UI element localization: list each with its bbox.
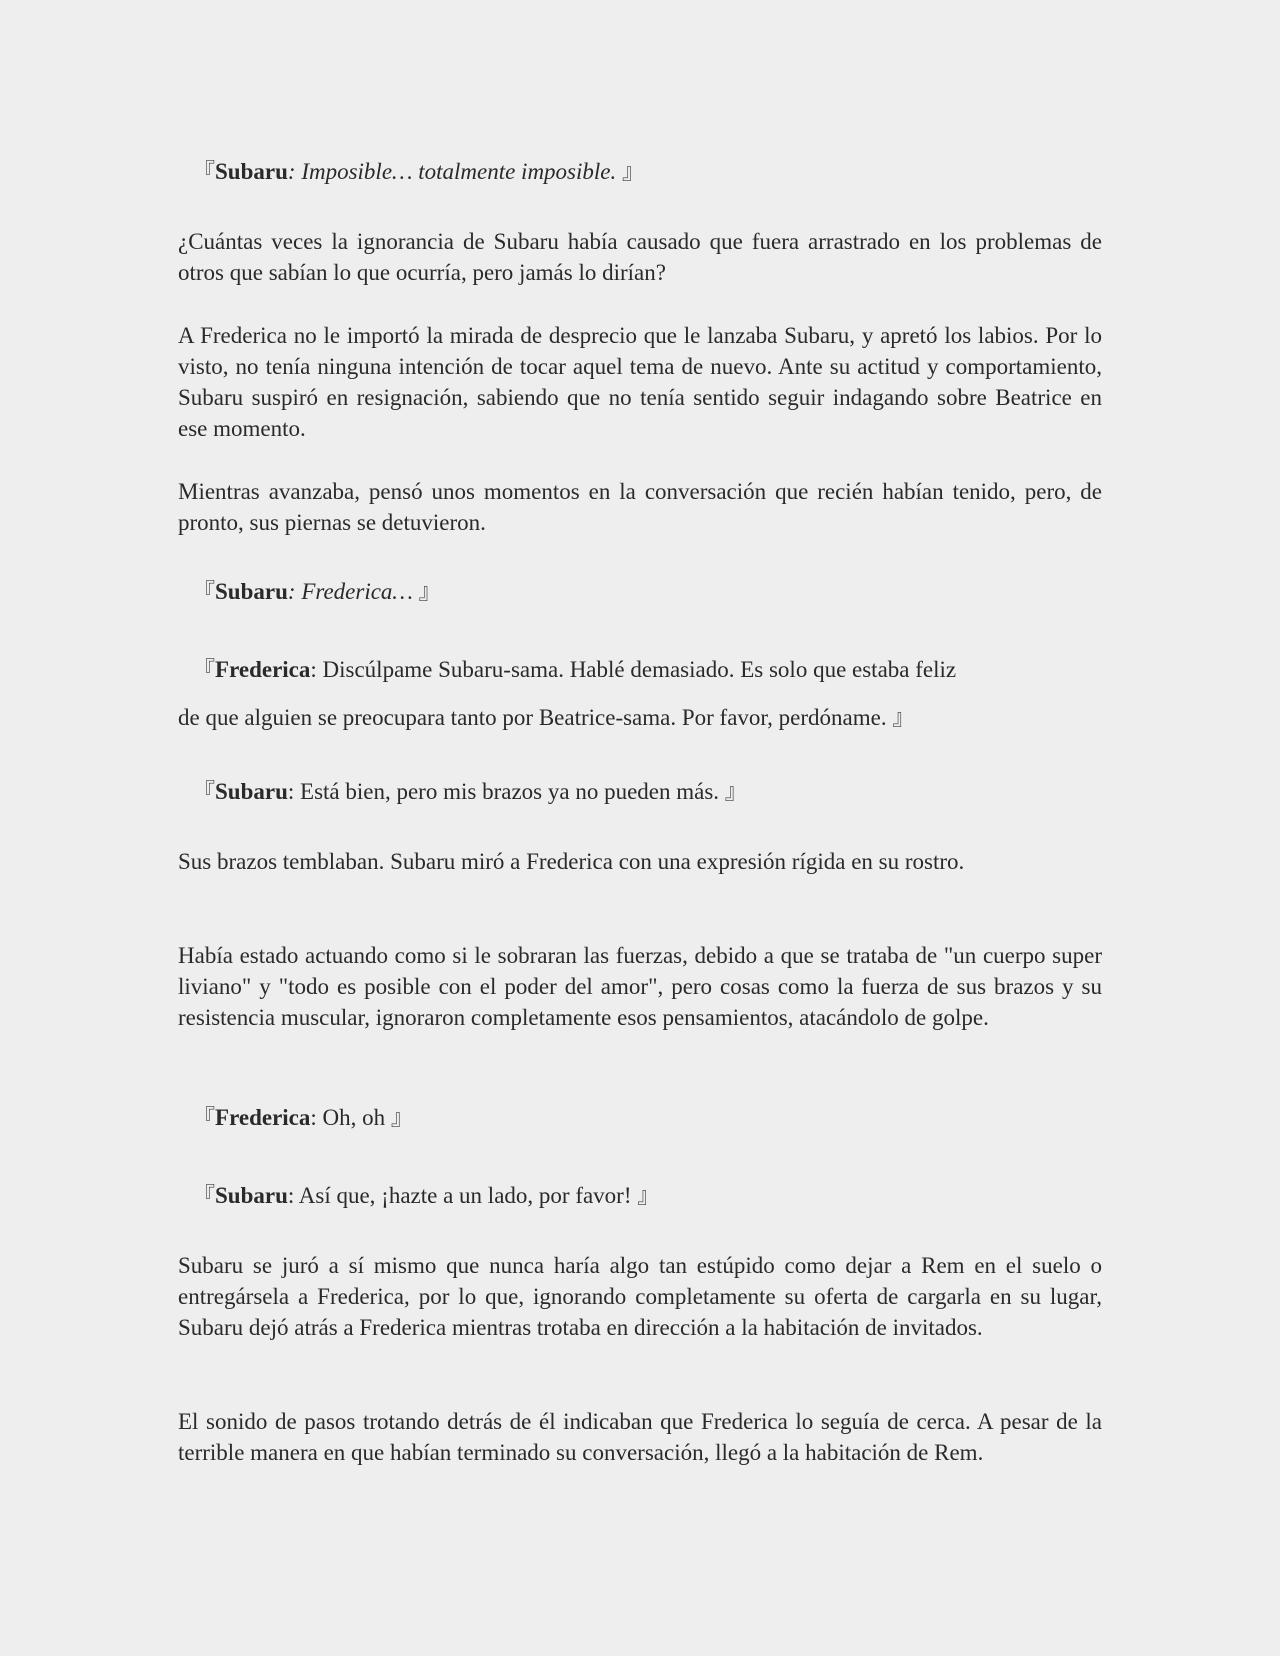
speaker-name: Subaru — [215, 579, 288, 604]
dialogue-line: Discúlpame Subaru-sama. Hablé demasiado. Es solo que estaba feliz — [316, 657, 957, 682]
dialogue-line: Imposible… totalmente imposible. — [295, 159, 622, 184]
speaker-colon: : — [287, 579, 296, 604]
dialogue-frederica-oh — [193, 1102, 413, 1134]
close-quote-bracket: 』 — [418, 580, 441, 605]
paragraph: El sonido de pasos trotando detrás de él indicaban que Frederica lo seguía de cerca. A pesar de la terrible manera en que habían terminado su conversación, llegó a la habitación de Rem. — [178, 1409, 1102, 1465]
open-quote-bracket: 『 — [193, 780, 216, 805]
dialogue-subaru-hazte — [193, 1180, 659, 1212]
speaker-colon: : — [287, 1183, 295, 1208]
open-quote-bracket: 『 — [193, 658, 216, 683]
speaker-name: Subaru — [215, 779, 288, 804]
speaker-name: Frederica — [215, 1105, 311, 1130]
paragraph: ¿Cuántas veces la ignorancia de Subaru había causado que fuera arrastrado en los problemas de otros que sabían lo que ocurría, pero jamás lo dirían? — [178, 229, 1102, 285]
close-quote-bracket: 』 — [622, 160, 645, 185]
paragraph: Mientras avanzaba, pensó unos momentos en la conversación que recién habían tenido, pero, de pronto, sus piernas se detuvieron. — [178, 479, 1102, 535]
dialogue-subaru-esta-bien — [193, 776, 747, 808]
paragraph: Subaru se juró a sí mismo que nunca haría algo tan estúpido como dejar a Rem en el suelo o entregársela a Frederica, por lo que, ignorando completamente su oferta de cargarla en su lugar, Subaru dejó atrás a Frederica mientras trotaba en dirección a la habitación de invitados. — [178, 1253, 1102, 1340]
dialogue-subaru-imposible — [193, 156, 644, 188]
dialogue-line: Así que, ¡hazte a un lado, por favor! — [294, 1183, 638, 1208]
speaker-name: Subaru — [215, 159, 288, 184]
close-quote-bracket: 』 — [724, 780, 747, 805]
speaker-colon: : — [287, 159, 296, 184]
speaker-name: Frederica — [215, 657, 311, 682]
dialogue-line: de que alguien se preocupara tanto por Beatrice-sama. Por favor, perdóname. — [178, 705, 893, 730]
open-quote-bracket: 『 — [193, 160, 216, 185]
close-quote-bracket: 』 — [892, 706, 915, 731]
dialogue-second-line — [178, 702, 1102, 734]
paragraph: A Frederica no le importó la mirada de desprecio que le lanzaba Subaru, y apretó los labios. Por lo visto, no tenía ninguna intención de tocar aquel tema de nuevo. Ante su actitud y comportamiento, Subaru suspiró en resignación, sabiendo que no tenía sentido seguir indagando sobre Beatrice en ese momento. — [178, 323, 1102, 441]
speaker-colon: : — [287, 779, 295, 804]
dialogue-line: Frederica… — [295, 579, 419, 604]
dialogue-line: Oh, oh — [316, 1105, 391, 1130]
paragraph: Había estado actuando como si le sobraran las fuerzas, debido a que se trataba de "un cuerpo super liviano" y "todo es posible con el poder del amor", pero cosas como la fuerza de sus brazos y su resistencia muscular, ignoraron completamente esos pensamientos, atacándolo de golpe. — [178, 943, 1102, 1030]
close-quote-bracket: 』 — [637, 1184, 660, 1209]
dialogue-first-line — [178, 654, 1102, 686]
speaker-colon: : — [310, 657, 317, 682]
open-quote-bracket: 『 — [193, 1184, 216, 1209]
speaker-name: Subaru — [215, 1183, 288, 1208]
dialogue-subaru-frederica — [193, 576, 441, 608]
dialogue-line: Está bien, pero mis brazos ya no pueden más. — [294, 779, 725, 804]
open-quote-bracket: 『 — [193, 1106, 216, 1131]
speaker-colon: : — [310, 1105, 317, 1130]
close-quote-bracket: 』 — [390, 1106, 413, 1131]
open-quote-bracket: 『 — [193, 580, 216, 605]
dialogue-frederica-disculpame — [178, 654, 1102, 734]
paragraph: Sus brazos temblaban. Subaru miró a Frederica con una expresión rígida en su rostro. — [178, 849, 965, 874]
